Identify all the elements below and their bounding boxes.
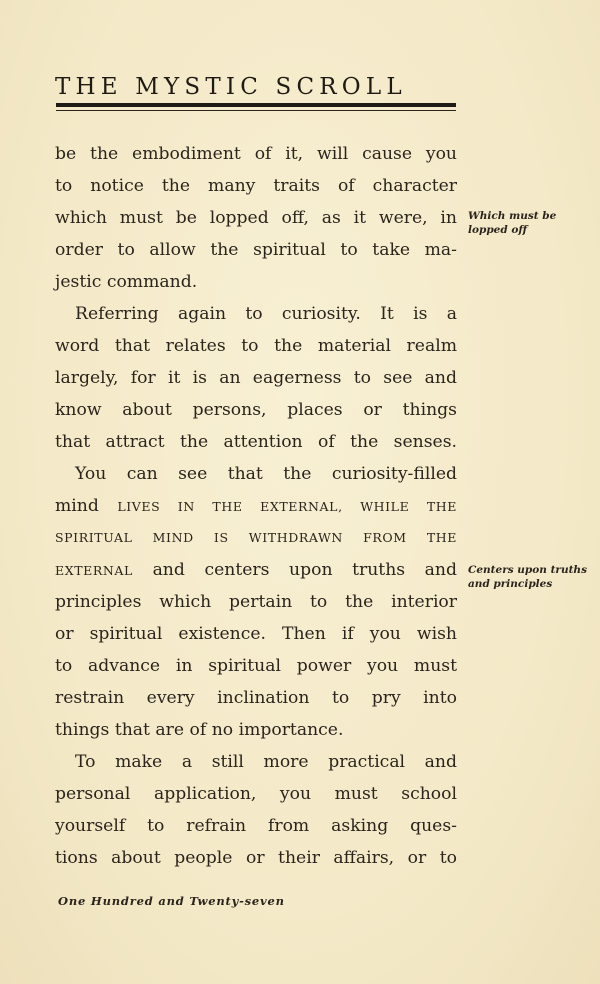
header-rule-thick — [56, 103, 456, 107]
text-line: that attract the attention of the senses. — [55, 432, 457, 452]
text-line: To make a still more practical and — [75, 752, 457, 772]
text-line: to advance in spiritual power you must — [55, 656, 457, 676]
text-line: word that relates to the material realm — [55, 336, 457, 356]
running-head: THE MYSTIC SCROLL — [55, 74, 407, 100]
header-rule-thin — [56, 110, 456, 111]
small-caps-segment: EXTERNAL — [55, 563, 133, 578]
small-caps-line: SPIRITUAL MIND IS WITHDRAWN FROM THE — [55, 530, 457, 545]
text-line: yourself to refrain from asking ques- — [55, 816, 457, 836]
text-line: know about persons, places or things — [55, 400, 457, 420]
text-line: principles which pertain to the interior — [55, 592, 457, 612]
body-text — [55, 138, 457, 874]
text-line: Referring again to curiosity. It is a — [75, 304, 457, 324]
text-line: or spiritual existence. Then if you wish — [55, 624, 457, 644]
text-line: restrain every inclination to pry into — [55, 688, 457, 708]
text-line-mixed — [55, 554, 457, 586]
page-number-folio: One Hundred and Twenty-seven — [58, 894, 285, 908]
text-line: largely, for it is an eagerness to see and — [55, 368, 457, 388]
text-line: jestic command. — [55, 272, 198, 292]
text-line: which must be lopped off, as it were, in — [55, 208, 457, 228]
text-line: personal application, you must school — [55, 784, 457, 804]
text-line: tions about people or their affairs, or to — [55, 848, 457, 868]
text-line-mixed — [55, 490, 457, 522]
text-segment: mind — [55, 496, 99, 516]
text-line: You can see that the curiosity-filled — [75, 464, 457, 484]
marginal-note: Centers upon truths and principles — [468, 564, 587, 590]
text-segment: and centers upon truths and — [152, 560, 458, 580]
small-caps-segment: LIVES IN THE EXTERNAL, WHILE THE — [117, 499, 458, 514]
marginal-note: Which must be lopped off — [468, 210, 557, 236]
text-line: things that are of no importance. — [55, 720, 344, 740]
text-line: order to allow the spiritual to take ma- — [55, 240, 457, 260]
text-line: to notice the many traits of character — [55, 176, 457, 196]
text-line: be the embodiment of it, will cause you — [55, 144, 457, 164]
